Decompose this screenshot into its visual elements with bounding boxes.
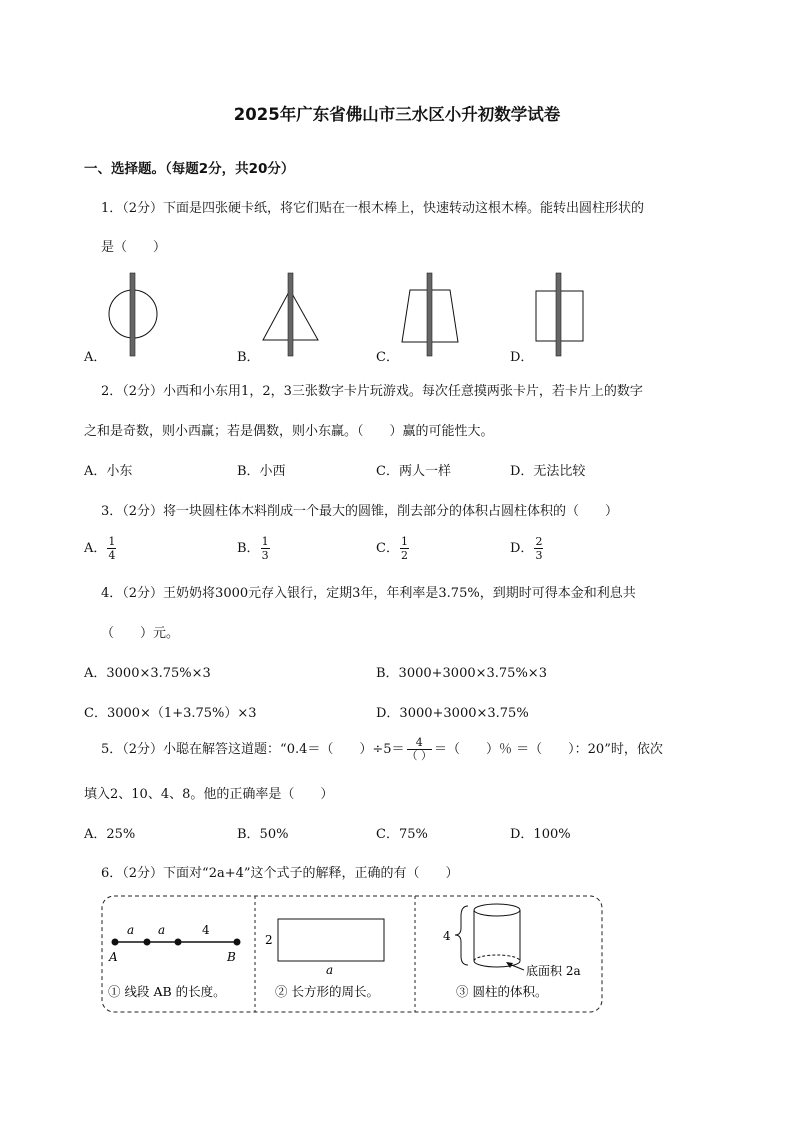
question-4-line1: 4．（2分）王奶奶将3000元存入银行，定期3年，年利率是3.75%，到期时可得本金和利息共 — [101, 586, 636, 601]
q3-option-c[interactable] — [376, 535, 409, 562]
q3-option-b[interactable] — [237, 535, 270, 562]
q3-option-d-fraction: $\frac{2}{3}$ — [535, 535, 543, 562]
q6-caption-1: ① 线段 AB 的长度。 — [108, 984, 226, 999]
q4-option-c[interactable]: C．3000×（1+3.75%）×3 — [84, 706, 257, 721]
q1-c-stick — [427, 273, 432, 356]
q6-height-brace — [455, 906, 468, 965]
q6-figure — [0, 890, 794, 1016]
q1-option-a[interactable]: A． — [84, 350, 107, 365]
q6-rectangle — [278, 919, 384, 961]
q2-option-b[interactable]: B．小西 — [237, 464, 286, 479]
q2-option-a[interactable]: A．小东 — [84, 464, 133, 479]
q5-option-b[interactable]: B．50% — [237, 827, 289, 842]
q6-point-A — [112, 939, 119, 946]
q6-rect-width: a — [326, 963, 334, 977]
q4-option-a[interactable]: A．3000×3.75%×3 — [84, 666, 211, 681]
q3-option-d[interactable] — [510, 535, 543, 562]
q1-option-c[interactable]: C． — [376, 350, 399, 365]
q6-cyl-height: 4 — [443, 929, 451, 943]
q6-caption-3: ③ 圆柱的体积。 — [456, 984, 548, 999]
page-title: 2025年广东省佛山市三水区小升初数学试卷 — [233, 105, 561, 124]
q3-option-b-fraction: $\frac{1}{3}$ — [261, 535, 269, 562]
section-heading: 一、选择题。（每题2分，共20分） — [84, 161, 295, 177]
q5-option-d[interactable]: D．100% — [510, 827, 571, 842]
q6-label-A: A — [109, 950, 118, 964]
q6-cyl-base: 底面积 2a — [526, 964, 581, 978]
q6-point-2 — [175, 939, 182, 946]
q5-text-pre: 5．（2分）小聪在解答这道题：“0.4＝（ ）÷5＝ — [101, 742, 405, 757]
q5-fraction: $\frac{4}{( )}$ — [406, 736, 433, 762]
q6-label-B: B — [227, 950, 236, 964]
q5-option-a[interactable]: A．25% — [84, 827, 136, 842]
q2-option-d[interactable]: D．无法比较 — [510, 464, 586, 479]
question-2-line2: 之和是奇数，则小西赢；若是偶数，则小东赢。（ ）赢的可能性大。 — [84, 424, 494, 439]
q1-option-b[interactable]: B． — [237, 350, 260, 365]
question-6-line1: 6．（2分）下面对“2a+4”这个式子的解释，正确的有（ ） — [101, 866, 459, 881]
q1-option-d[interactable]: D． — [510, 350, 534, 365]
question-3-line1: 3．（2分）将一块圆柱体木料削成一个最大的圆锥，削去部分的体积占圆柱体积的（ ） — [101, 504, 619, 519]
q1-a-stick — [130, 273, 135, 356]
q6-point-1 — [144, 939, 151, 946]
question-1-line1: 1．（2分）下面是四张硬卡纸，将它们贴在一根木棒上，快速转动这根木棒。能转出圆柱形状的 — [101, 201, 645, 216]
q3-option-a[interactable] — [84, 535, 116, 562]
q1-d-stick — [556, 273, 561, 356]
q5-option-c[interactable]: C．75% — [376, 827, 428, 842]
q5-text-post: ＝（ ）％ ＝（ ）：20”时，依次 — [434, 742, 663, 757]
q1-b-stick — [288, 273, 293, 356]
q3-option-a-label: A． — [84, 541, 107, 556]
q3-option-d-label: D． — [510, 541, 534, 556]
q6-caption-2: ② 长方形的周长。 — [275, 984, 379, 999]
question-4-line2: （ ）元。 — [101, 626, 180, 641]
q6-rect-height: 2 — [265, 933, 273, 947]
q6-label-a2: a — [158, 923, 166, 937]
q4-option-b[interactable]: B．3000+3000×3.75%×3 — [376, 666, 547, 681]
question-2-line1: 2．（2分）小西和小东用1，2，3三张数字卡片玩游戏。每次任意摸两张卡片，若卡片上的数字 — [101, 384, 643, 399]
q6-cylinder-top — [474, 904, 520, 916]
q2-option-c[interactable]: C．两人一样 — [376, 464, 451, 479]
q6-cylinder-bottom-back — [474, 955, 520, 961]
q6-label-4: 4 — [202, 923, 210, 937]
question-1-line2: 是（ ） — [101, 240, 167, 255]
q3-option-b-label: B． — [237, 541, 260, 556]
q3-option-c-label: C． — [376, 541, 399, 556]
q6-label-a1: a — [127, 923, 135, 937]
q3-option-c-fraction: $\frac{1}{2}$ — [400, 535, 408, 562]
question-5-line2: 填入2、10、4、8。他的正确率是（ ） — [84, 787, 334, 802]
q4-option-d[interactable]: D．3000+3000×3.75% — [376, 706, 529, 721]
q6-point-B — [234, 939, 241, 946]
q3-option-a-fraction: $\frac{1}{4}$ — [108, 535, 116, 562]
question-5-line1 — [101, 737, 663, 762]
